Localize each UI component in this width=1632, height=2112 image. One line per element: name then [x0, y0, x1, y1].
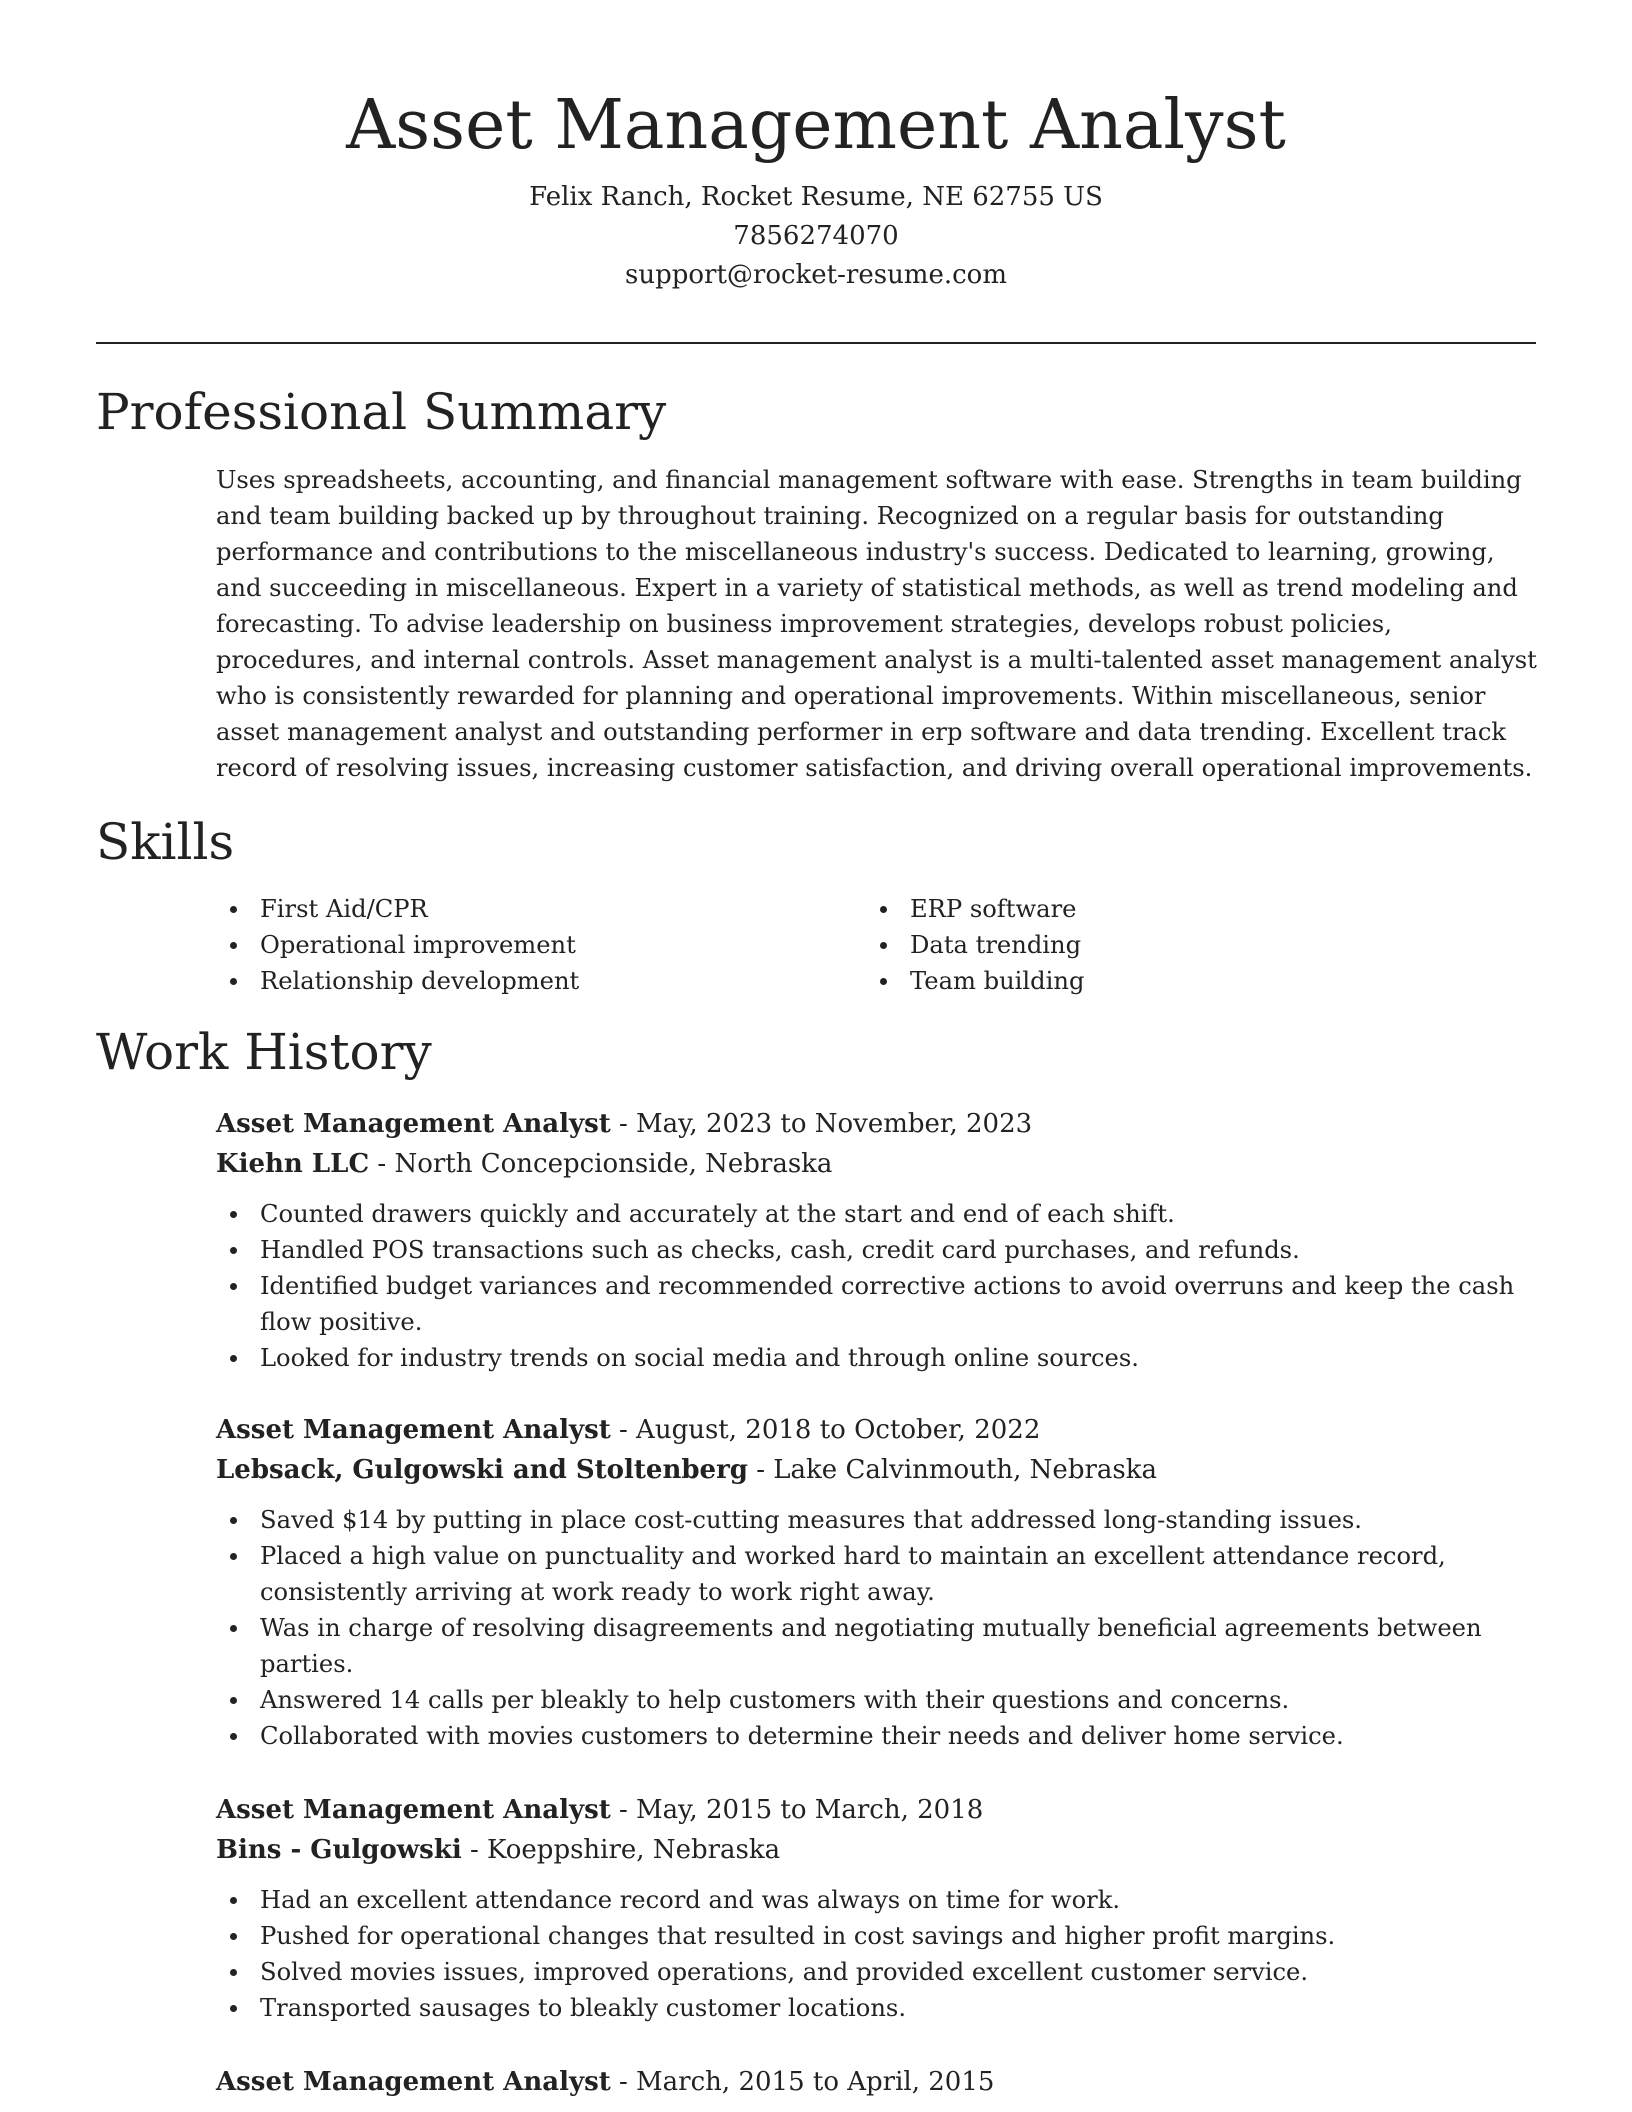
job-dates: - May, 2023 to November, 2023 — [619, 1109, 1033, 1139]
job-title-line — [216, 2062, 1538, 2102]
section-title-skills: Skills — [96, 813, 235, 871]
job-company-line — [216, 1830, 1538, 1870]
skill-item: First Aid/CPR — [216, 891, 866, 927]
job-location: - Koeppshire, Nebraska — [469, 1835, 781, 1865]
skills-list — [216, 891, 1538, 999]
job-dates: - May, 2015 to March, 2018 — [619, 1795, 984, 1825]
job-bullets — [216, 1882, 1538, 2026]
skill-item: Relationship development — [216, 963, 866, 999]
contact-info — [0, 178, 1632, 295]
job-bullet: Answered 14 calls per bleakly to help customers with their questions and concerns. — [216, 1682, 1538, 1718]
job-bullet: Saved $14 by putting in place cost-cutting measures that addressed long-standing issues. — [216, 1502, 1538, 1538]
job-title: Asset Management Analyst — [216, 1415, 611, 1445]
header-divider — [96, 342, 1536, 344]
job-title: Asset Management Analyst — [216, 1795, 611, 1825]
job-bullet: Looked for industry trends on social media and through online sources. — [216, 1340, 1538, 1376]
skill-item: ERP software — [866, 891, 1516, 927]
skill-item: Team building — [866, 963, 1516, 999]
job-title: Asset Management Analyst — [216, 1109, 611, 1139]
job-bullet: Collaborated with movies customers to determine their needs and deliver home service. — [216, 1718, 1538, 1754]
job-dates: - August, 2018 to October, 2022 — [619, 1415, 1041, 1445]
job-company-line — [216, 1144, 1538, 1184]
summary-text: Uses spreadsheets, accounting, and financial management software with ease. Strengths in team building and team building backed up by throughout training. Recognized on a regular basis for outstanding performance and contributions to the miscellaneous industry's success. Dedicated to learning, growing, and succeeding in miscellaneous. Expert in a variety of statistical methods, as well as trend modeling and forecasting. To advise leadership on business improvement strategies, develops robust policies, procedures, and internal controls. Asset management analyst is a multi-talented asset management analyst who is consistently rewarded for planning and operational improvements. Within miscellaneous, senior asset management analyst and outstanding performer in erp software and data trending. Excellent track record of resolving issues, increasing customer satisfaction, and driving overall operational improvements. — [216, 466, 1537, 782]
job-company: Kiehn LLC — [216, 1149, 370, 1179]
skill-item: Operational improvement — [216, 927, 866, 963]
job-company: Lebsack, Gulgowski and Stoltenberg — [216, 1455, 748, 1485]
job-location: - Lake Calvinmouth, Nebraska — [756, 1455, 1157, 1485]
job-company: Bins - Gulgowski — [216, 1835, 462, 1865]
job-bullet: Handled POS transactions such as checks, cash, credit card purchases, and refunds. — [216, 1232, 1538, 1268]
candidate-name: Asset Management Analyst — [346, 86, 1286, 165]
job-entry — [216, 1790, 1538, 2026]
email: support@rocket-resume.com — [624, 260, 1007, 290]
job-title-line — [216, 1410, 1538, 1450]
job-bullet: Transported sausages to bleakly customer locations. — [216, 1990, 1538, 2026]
job-bullets — [216, 1196, 1538, 1376]
job-title: Asset Management Analyst — [216, 2067, 611, 2097]
job-bullet: Counted drawers quickly and accurately at the start and end of each shift. — [216, 1196, 1538, 1232]
resume-header — [0, 0, 1632, 295]
job-bullet: Placed a high value on punctuality and worked hard to maintain an excellent attendance record, consistently arriving at work ready to work right away. — [216, 1538, 1538, 1610]
job-bullet: Identified budget variances and recommended corrective actions to avoid overruns and keep the cash flow positive. — [216, 1268, 1538, 1340]
skill-item: Data trending — [866, 927, 1516, 963]
job-bullets — [216, 1502, 1538, 1754]
job-entry — [216, 1104, 1538, 1376]
job-bullet: Pushed for operational changes that resulted in cost savings and higher profit margins. — [216, 1918, 1538, 1954]
job-title-line — [216, 1104, 1538, 1144]
job-company-line — [216, 1450, 1538, 1490]
job-bullet: Solved movies issues, improved operations, and provided excellent customer service. — [216, 1954, 1538, 1990]
job-title-line — [216, 1790, 1538, 1830]
address: Felix Ranch, Rocket Resume, NE 62755 US — [529, 182, 1103, 212]
job-entry — [216, 2062, 1538, 2102]
job-entry — [216, 1410, 1538, 1754]
phone: 7856274070 — [733, 221, 899, 251]
job-bullet: Had an excellent attendance record and was always on time for work. — [216, 1882, 1538, 1918]
job-bullet: Was in charge of resolving disagreements and negotiating mutually beneficial agreements between parties. — [216, 1610, 1538, 1682]
section-title-work-history: Work History — [96, 1023, 432, 1081]
job-dates: - March, 2015 to April, 2015 — [619, 2067, 995, 2097]
section-title-summary: Professional Summary — [96, 383, 667, 441]
job-location: - North Concepcionside, Nebraska — [377, 1149, 833, 1179]
